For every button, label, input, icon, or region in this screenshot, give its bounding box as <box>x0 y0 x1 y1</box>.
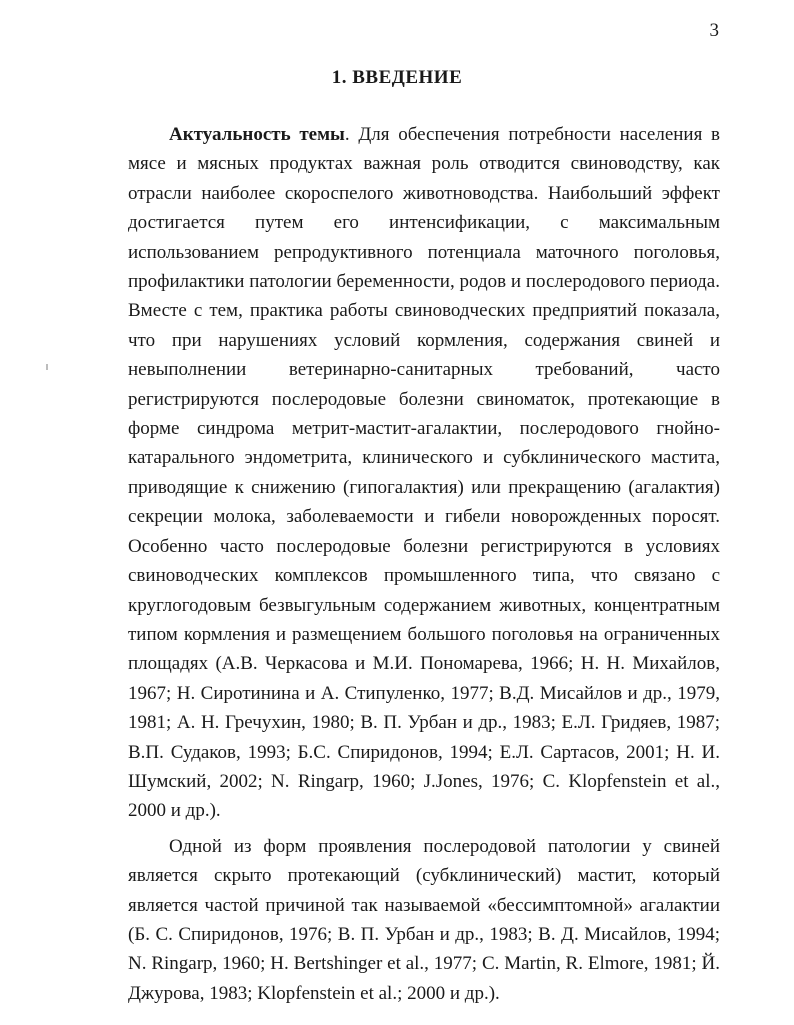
body-text <box>128 120 720 1014</box>
section-heading: 1. ВВЕДЕНИЕ <box>331 67 463 88</box>
page-number: 3 <box>709 20 719 41</box>
paragraph-relevance <box>128 120 720 826</box>
paragraph-lead: Актуальность темы <box>169 124 345 145</box>
paragraph-text: . Для обеспечения потребности населения в мясе и мясных продуктах важная роль отводится свиноводству, как отрасли наиболее скороспелого животноводства. Наибольший эффект достигается путем его интенсификации, с максимальным использованием репродуктивного потенциала маточного поголовья, профилактики патологии беременности, родов и послеродового периода. Вместе с тем, практика работы свиноводческих предприятий показала, что при нарушениях условий кормления, содержания свиней и невыполнении ветеринарно-санитарных требований, часто регистрируются послеродовые болезни свиноматок, протекающие в форме синдрома метрит-мастит-агалактии, послеродового гнойно-катарального эндометрита, клинического и субклинического мастита, приводящие к снижению (гипогалактия) или прекращению (агалактия) секреции молока, заболеваемости и гибели новорожденных поросят. Особенно часто послеродовые болезни регистрируются в условиях свиноводческих комплексов промышленного типа, что связано с круглогодовым безвыгульным содержанием животных, концентратным типом кормления и размещением большого поголовья на ограниченных площадях (А.В. Черкасова и М.И. Пономарева, 1966; Н. Н. Михайлов, 1967; Н. Сиротинина и А. Стипуленко, 1977; В.Д. Мисайлов и др., 1979, 1981; А. Н. Гречухин, 1980; В. П. Урбан и др., 1983; Е.Л. Гридяев, 1987; В.П. Судаков, 1993; Б.С. Спиридонов, 1994; Е.Л. Сартасов, 2001; Н. И. Шумский, 2002; N. Ringarp, 1960; J.Jones, 1976; C. Klopfenstein et al., 2000 и др.). <box>128 124 720 822</box>
margin-mark <box>46 364 48 370</box>
paragraph-mastitis <box>128 832 720 1008</box>
paragraph-text: Одной из форм проявления послеродовой патологии у свиней является скрыто протекающий (субклинический) мастит, который является частой причиной так называемой «бессимптомной» агалактии (Б. С. Спиридонов, 1976; В. П. Урбан и др., 1983; В. Д. Мисайлов, 1994; N. Ringarp, 1960; H. Bertshinger et al., 1977; C. Martin, R. Elmore, 1981; Й. Джурова, 1983; Klopfenstein et al.; 2000 и др.). <box>128 835 720 1004</box>
